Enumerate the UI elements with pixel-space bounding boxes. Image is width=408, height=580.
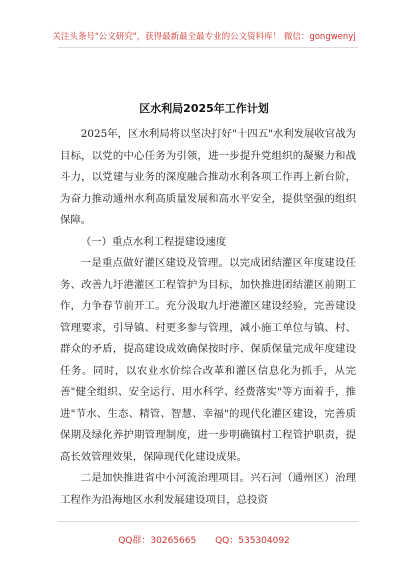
- paragraph-intro: 2025年，区水利局将以坚决打好"十四五"水利发展收官战为目标，以党的中心任务为引领，进一步提升党组织的凝聚力和战斗力，以党建与业务的深度融合推动水利各项工作再上新台阶，为奋力推动通州水利高质量发展和高水平安全，提供坚强的组织保障。: [60, 128, 356, 226]
- header-banner: 关注头条号"公文研究"，获得最新最全最专业的公文资料库！ 微信：gongwenyj: [52, 32, 356, 42]
- footer-qq-group: QQ群：30265665: [118, 536, 197, 546]
- paragraph-river-treatment: 二是加快推进省中小河流治理项目。兴石河（通州区）治理工程作为沿海地区水利发展建设项目，总投资: [60, 472, 356, 506]
- document-body: [60, 124, 356, 511]
- footer: [0, 533, 408, 546]
- document-title: 区水利局2025年工作计划: [139, 102, 269, 115]
- section-heading: （一）重点水利工程提建设速度: [80, 235, 227, 248]
- footer-divider: [58, 521, 358, 522]
- header-divider: [58, 47, 358, 48]
- footer-qq-number: QQ：535304092: [215, 536, 290, 546]
- paragraph-irrigation: 一是重点做好灌区建设及管理。以完成团结灌区年度建设任务、改善九圩港灌区工程管护为目标，加快推进团结灌区前期工作，力争春节前开工。充分汲取九圩港灌区建设经验，完善建设管理要求，引导镇、村更多参与管理，减小施工单位与镇、村、群众的矛盾，提高建设成效确保按时序、保质保量完成年度建设任务。同时，以农业水价综合改革和灌区信息化为抓手，从完善"健全组织、安全运行、用水科学、经费落实"等方面着手，推进"节水、生态、精管、智慧、幸福"的现代化灌区建设，完善质保期及绿化养护期管理制度，进一步明确镇村工程管护职责，提高长效管理效果，保障现代化建设成果。: [60, 257, 356, 463]
